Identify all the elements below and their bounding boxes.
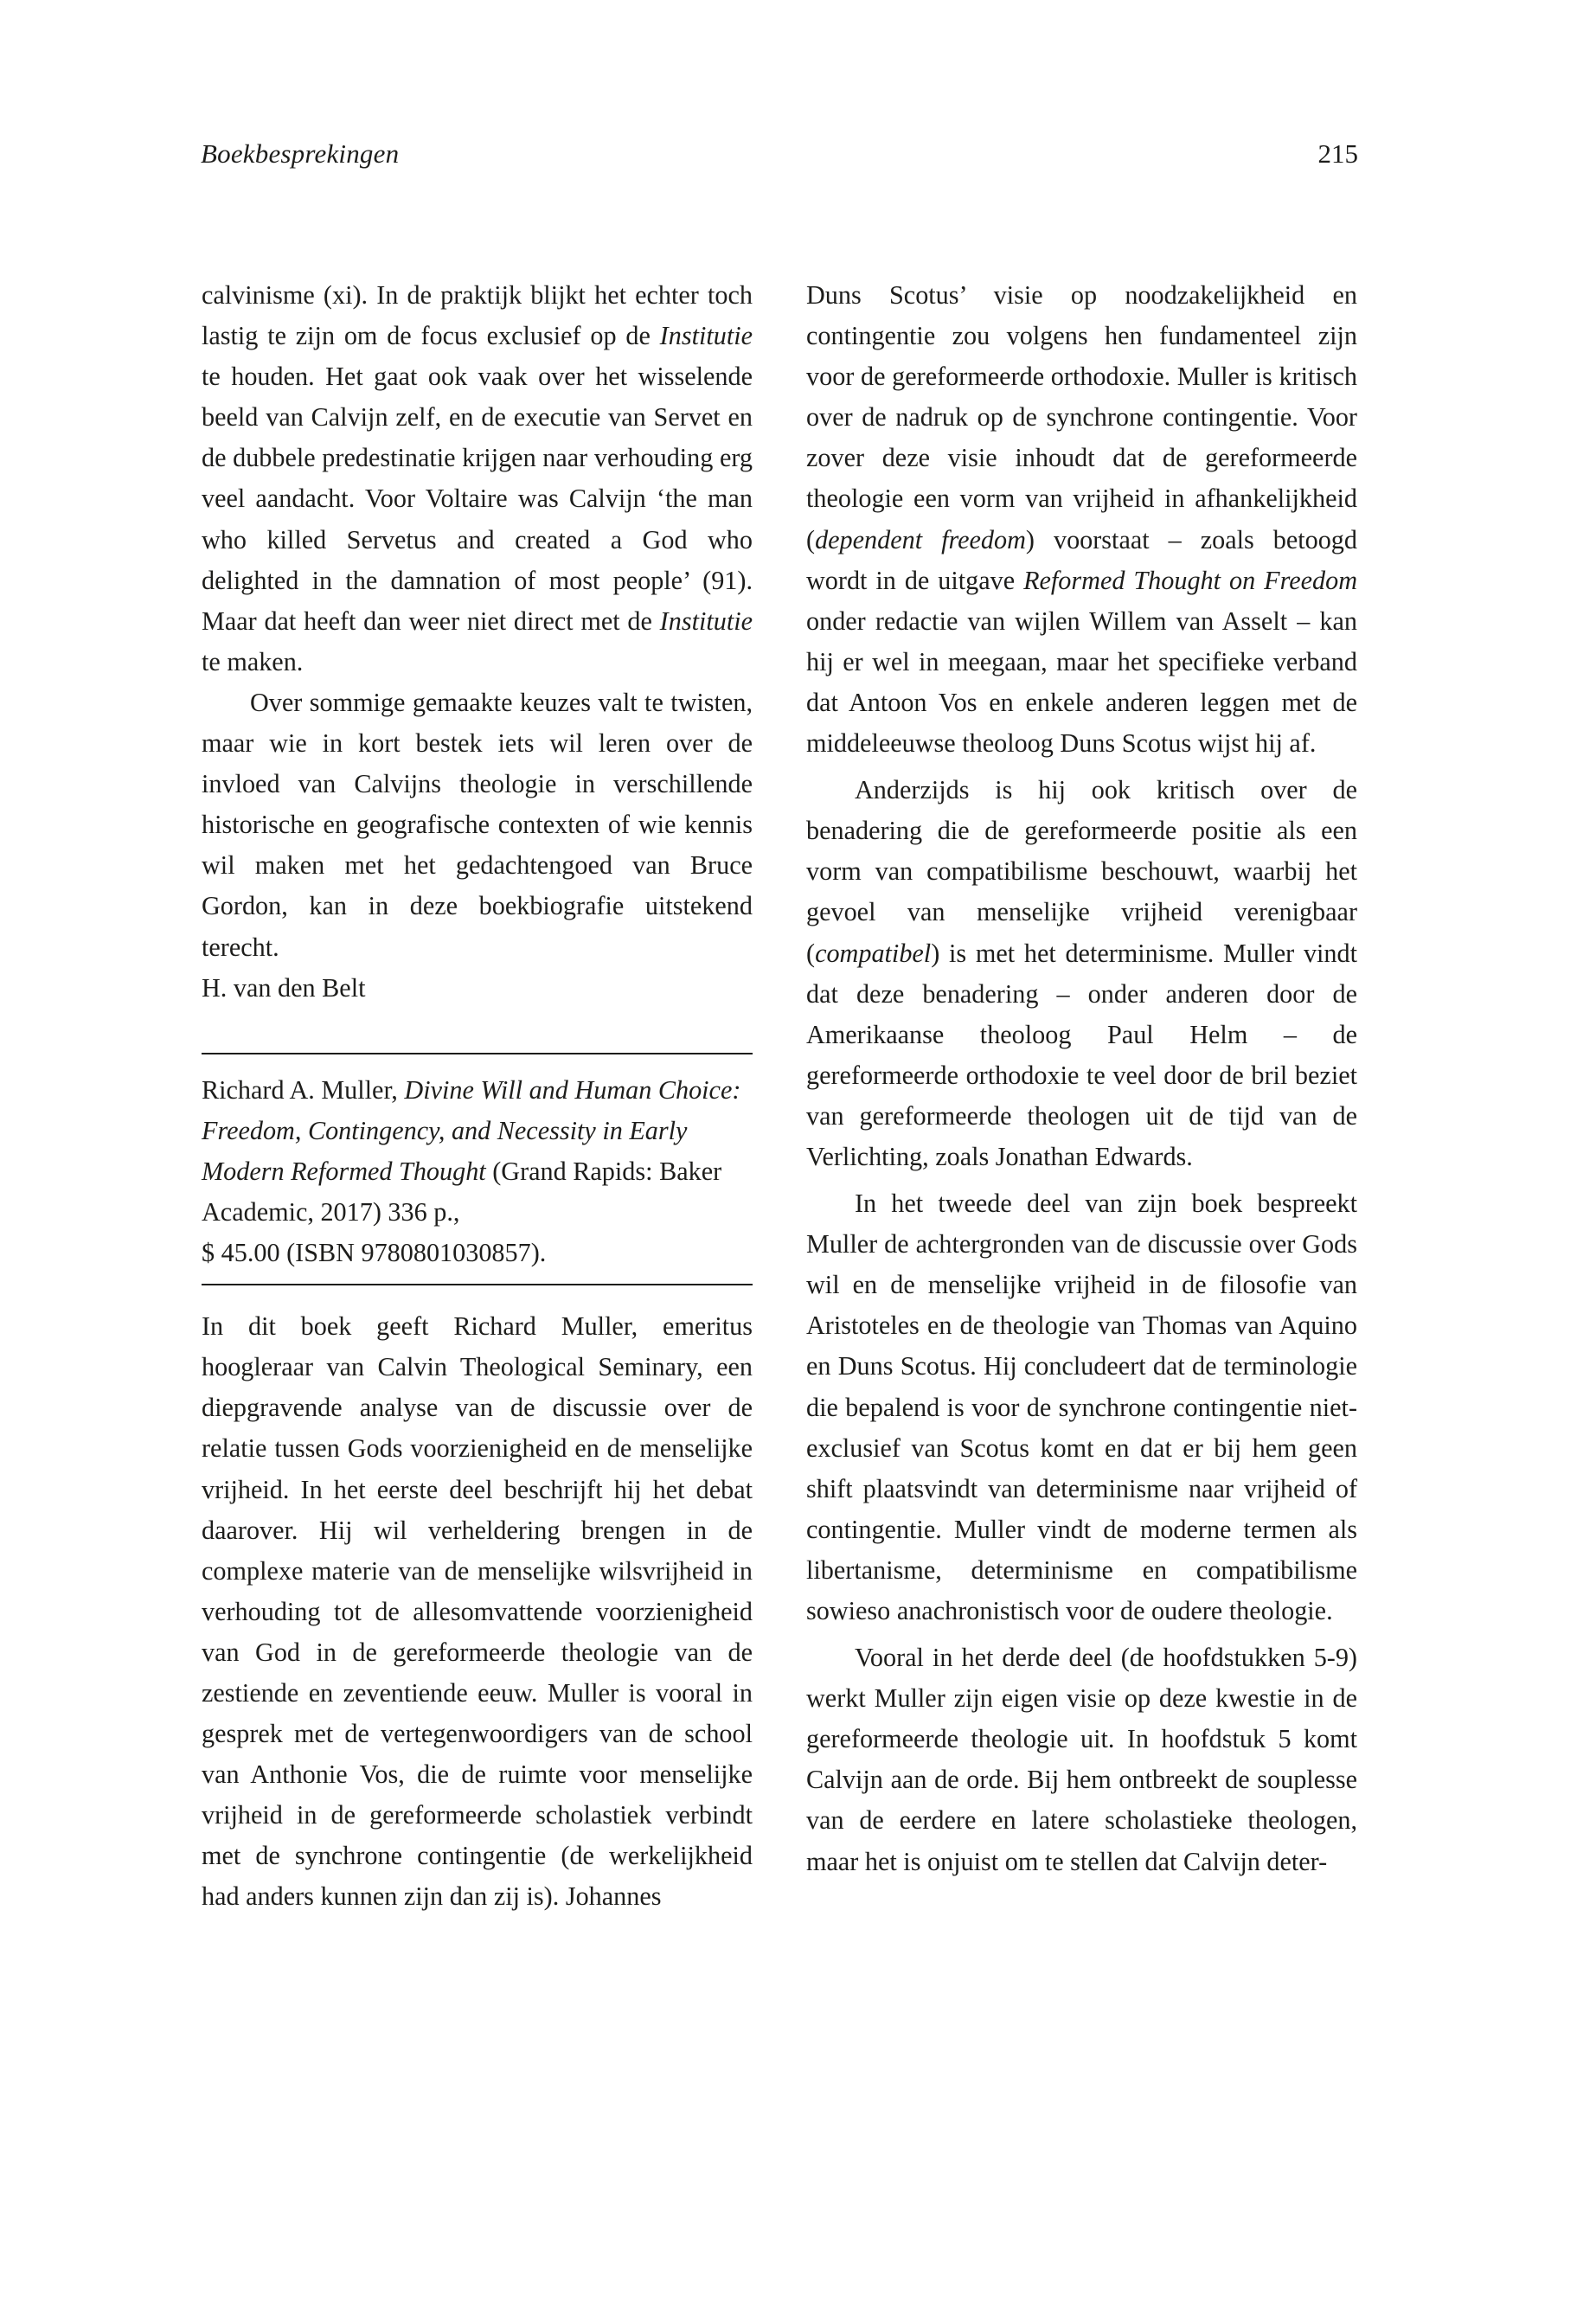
citation-author: Richard A. Muller, bbox=[202, 1074, 405, 1105]
paragraph bbox=[806, 770, 1357, 1177]
text-run: te houden. Het gaat ook vaak over het wisselende beeld van Calvijn zelf, en de executie van Servet en de dubbele predestinatie krijgen naar verhouding erg veel aandacht. Voor Voltaire was Calvijn ‘the man who killed Servetus and created a God who delighted in the damnation of most people’ (91). Maar dat heeft dan weer niet direct met de bbox=[202, 362, 753, 636]
citation-title: Divine Will and Human Choice: Freedom, Contingency, and Necessity in Early Modern Reformed Thought bbox=[202, 1074, 741, 1186]
italic-title: Institutie bbox=[659, 321, 753, 351]
running-head: Boekbesprekingen bbox=[201, 138, 400, 169]
italic-term: compatibel bbox=[815, 938, 932, 968]
paragraph: In dit boek geeft Richard Muller, emeritus hoogleraar van Calvin Theological Seminary, een diepgravende analyse van de discussie over de relatie tussen Gods voorzienigheid en de menselijke vrijheid. In het eerste deel beschrijft hij het debat daarover. Hij wil verheldering brengen in de complexe materie van de menselijke wilsvrijheid in verhouding tot de allesomvattende voorzienigheid van God in de gereformeerde theologie van de zestiende en zeventiende eeuw. Muller is vooral in gesprek met de vertegenwoordigers van de school van Anthonie Vos, die de ruimte voor menselijke vrijheid in de gereformeerde scholastiek verbindt met de synchrone contingentie (de werkelijkheid had anders kunnen zijn dan zij is). Johannes bbox=[202, 1311, 753, 1912]
citation-price: $ 45.00 (ISBN 9780801030857). bbox=[202, 1238, 547, 1268]
text-run: Duns Scotus’ visie op noodzakelijkheid en contingentie zou volgens hen fundamenteel zijn voor de gereformeerde orthodoxie. Muller is kritisch over de nadruk op de synchrone contingentie. Voor zover deze visie inhoudt dat de gereformeerde theologie een vorm van vrijheid in afhankelijkheid ( bbox=[806, 280, 1357, 554]
page-number: 215 bbox=[1317, 138, 1358, 169]
left-column bbox=[202, 275, 753, 1918]
review-signature: H. van den Belt bbox=[202, 972, 366, 1003]
paragraph bbox=[806, 275, 1357, 764]
text-run: te maken. bbox=[202, 646, 304, 676]
italic-term: dependent freedom bbox=[815, 524, 1026, 554]
text-run: Anderzijds is hij ook kritisch over de benadering die de gereformeerde positie als een vorm van compatibilisme beschouwt, waarbij het gevoel van menselijke vrijheid verenigbaar ( bbox=[806, 775, 1357, 968]
paragraph: In het tweede deel van zijn boek bespreekt Muller de achtergronden van de discussie over Gods wil en de menselijke vrijheid in de filosofie van Aristoteles en de theologie van Thomas van Aquino en Duns Scotus. Hij concludeert dat de terminologie die bepalend is voor de synchrone contingentie niet-exclusief van Scotus komt en dat er bij hem geen shift plaatsvindt van determinisme naar vrijheid of contingentie. Muller vindt de moderne termen als libertanisme, determinisme en compatibilisme sowieso anachronistisch voor de oudere theologie. bbox=[806, 1189, 1357, 1625]
citation-top-rule bbox=[202, 1053, 753, 1054]
paragraph: Over sommige gemaakte keuzes valt te twisten, maar wie in kort bestek iets wil leren over de invloed van Calvijns theologie in verschillende historische en geografische contexten of wie kennis wil maken met het gedachtengoed van Bruce Gordon, kan in deze boekbiografie uitstekend terecht. bbox=[202, 687, 753, 962]
italic-title: Institutie bbox=[659, 606, 753, 636]
text-run: calvinisme (xi). In de praktijk blijkt het echter toch lastig te zijn om de focus exclusief op de bbox=[202, 280, 753, 351]
paragraph bbox=[202, 275, 753, 683]
text-run: onder redactie van wijlen Willem van Asselt – kan hij er wel in meegaan, maar het specifieke verband dat Antoon Vos en enkele anderen leggen met de middeleeuwse theoloog Duns Scotus wijst hij af. bbox=[806, 606, 1357, 759]
text-run: ) voorstaat – zoals betoogd wordt in de uitgave bbox=[806, 524, 1357, 595]
italic-title: Reformed Thought on Freedom bbox=[1023, 565, 1357, 595]
paragraph: Vooral in het derde deel (de hoofdstukken 5-9) werkt Muller zijn eigen visie op deze kwestie in de gereformeerde theologie uit. In hoofdstuk 5 komt Calvijn aan de orde. Bij hem ontbreekt de souplesse van de eerdere en latere scholastieke theologen, maar het is onjuist om te stellen dat Calvijn deter- bbox=[806, 1643, 1357, 1876]
citation-bottom-rule bbox=[202, 1284, 753, 1285]
text-run: ) is met het determinisme. Muller vindt dat deze benadering – onder anderen door de Amerikaanse theoloog Paul Helm – de gereformeerde orthodoxie te veel door de bril beziet van gereformeerde theologen uit de tijd van de Verlichting, zoals Jonathan Edwards. bbox=[806, 938, 1357, 1171]
right-column bbox=[806, 275, 1357, 1882]
citation-publisher: (Grand Rapids: Baker Academic, 2017) 336 p., bbox=[202, 1156, 722, 1227]
book-citation bbox=[202, 1070, 753, 1273]
